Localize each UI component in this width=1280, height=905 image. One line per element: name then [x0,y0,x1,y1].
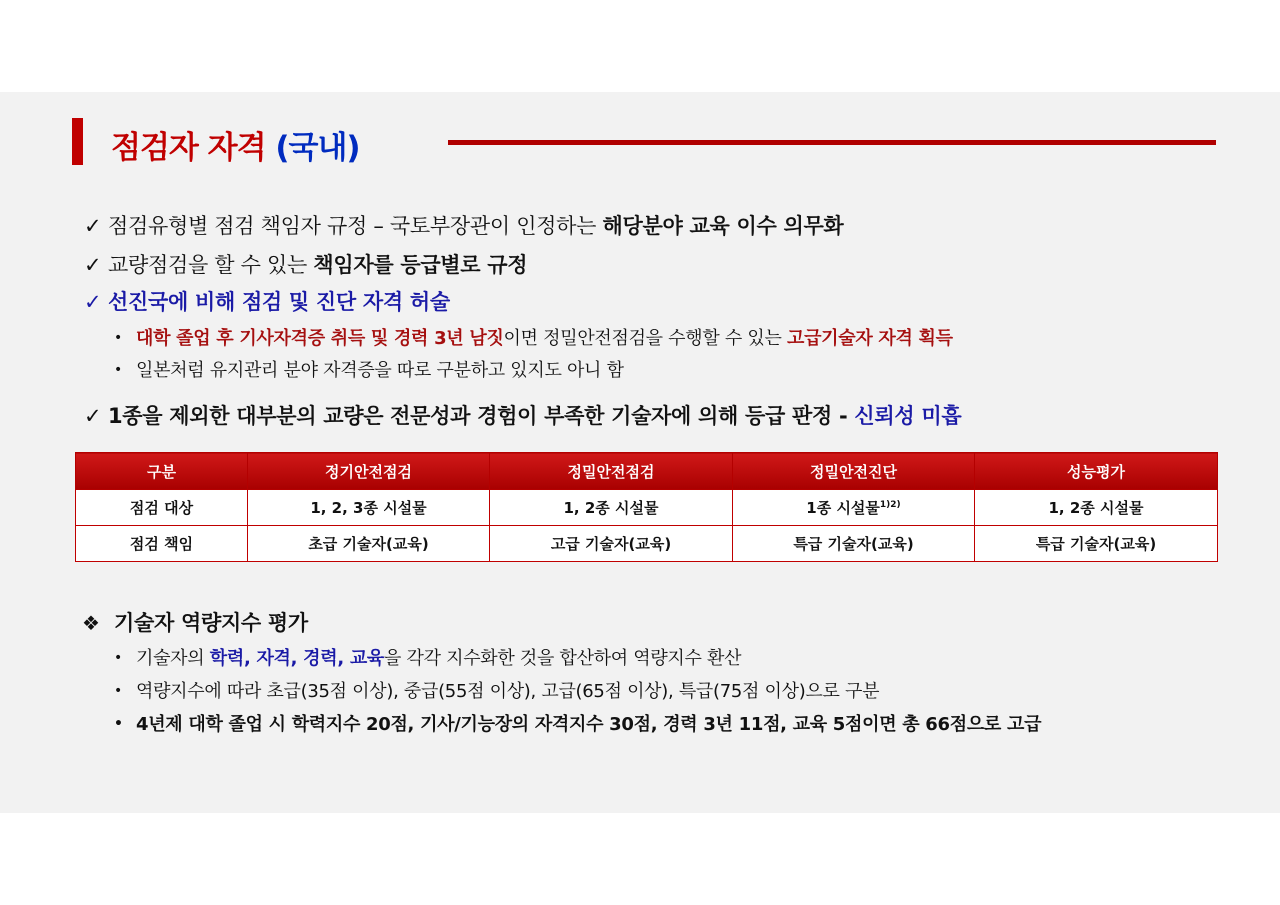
table-header-cell: 정기안전점검 [248,453,490,490]
section-item-2: • 역량지수에 따라 초급(35점 이상), 중급(55점 이상), 고급(65점 이상), 특급(75점 이상)으로 구분 [114,681,880,702]
table-header-row [76,453,1218,490]
title-divider-line [448,140,1216,145]
check-icon: ✓ [84,214,102,238]
check-icon: ✓ [84,253,102,277]
table-cell: 특급 기술자(교육) [975,526,1218,562]
section-item-1: • 기술자의 학력, 자격, 경력, 교육을 각각 지수화한 것을 합산하여 역량지수 환산 [114,648,742,669]
bullet-dot-icon: • [114,330,122,346]
table-cell: 점검 대상 [76,490,248,526]
bullet-dot-icon: • [114,716,123,732]
bullet-dot-icon: • [114,650,122,666]
table-header-cell: 구분 [76,453,248,490]
bullet-2: ✓ 교량점검을 할 수 있는 책임자를 등급별로 규정 [84,253,528,277]
check-icon: ✓ [84,290,102,314]
title-accent-bar [72,118,83,165]
table-cell: 1, 2종 시설물 [975,490,1218,526]
qualification-table [75,452,1218,562]
bullet-dot-icon: • [114,362,122,378]
bullet-4: ✓ 1종을 제외한 대부분의 교량은 전문성과 경험이 부족한 기술자에 의해 등급 판정 - 신뢰성 미흡 [84,404,962,428]
footnote-mark: 1)2) [879,500,901,510]
section-item-3: • 4년제 대학 졸업 시 학력지수 20점, 기사/기능장의 자격지수 30점, 경력 3년 11점, 교육 5점이면 총 66점으로 고급 [114,714,1042,735]
table-cell: 초급 기술자(교육) [248,526,490,562]
sub-bullet-1: • 대학 졸업 후 기사자격증 취득 및 경력 3년 남짓이면 정밀안전점검을 수행할 수 있는 고급기술자 자격 획득 [114,328,953,349]
table-row [76,490,1218,526]
check-icon: ✓ [84,404,102,428]
table-cell: 특급 기술자(교육) [733,526,975,562]
table-cell: 고급 기술자(교육) [490,526,733,562]
section-heading: ❖ 기술자 역량지수 평가 [82,611,308,635]
table-cell: 1, 2, 3종 시설물 [248,490,490,526]
bullet-3: ✓ 선진국에 비해 점검 및 진단 자격 허술 [84,290,450,314]
table-row [76,526,1218,562]
table-cell: 1, 2종 시설물 [490,490,733,526]
bullet-1: ✓ 점검유형별 점검 책임자 규정 – 국토부장관이 인정하는 해당분야 교육 이수 의무화 [84,214,844,238]
table-header-cell: 정밀안전진단 [733,453,975,490]
diamond-bullet-icon: ❖ [82,611,100,635]
bullet-dot-icon: • [114,683,122,699]
table-header-cell: 정밀안전점검 [490,453,733,490]
table-cell: 1종 시설물$^{1)2)}$ [733,490,975,526]
table-cell: 점검 책임 [76,526,248,562]
page-title: 점검자 자격 (국내) [111,130,360,166]
table-header-cell: 성능평가 [975,453,1218,490]
sub-bullet-2: • 일본처럼 유지관리 분야 자격증을 따로 구분하고 있지도 아니 함 [114,360,624,381]
